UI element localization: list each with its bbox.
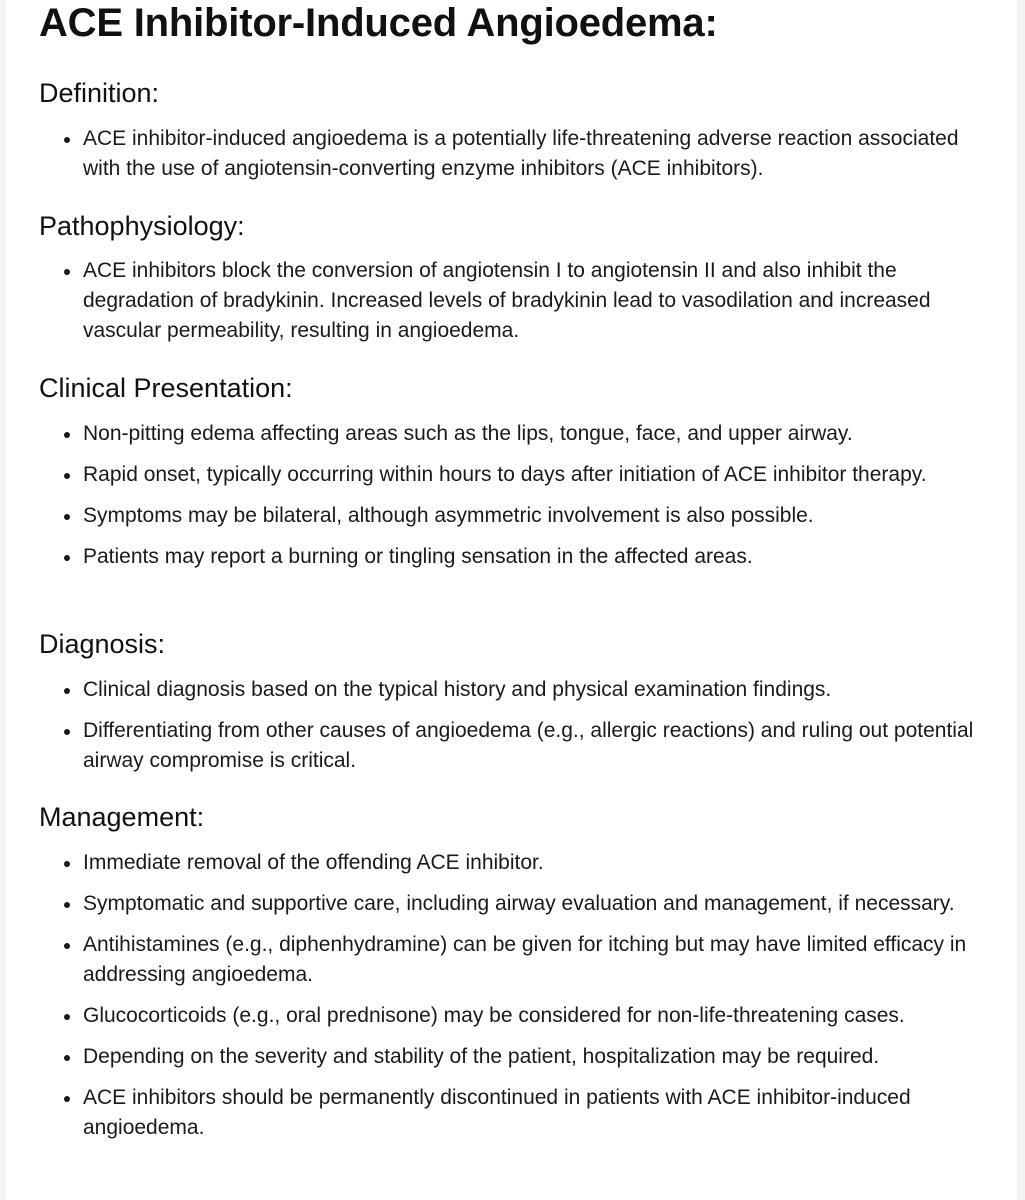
list-item: ACE inhibitor-induced angioedema is a potentially life-threatening adverse reaction associated with the use of angiotensin-converting enzyme inhibitors (ACE inhibitors). — [39, 124, 999, 184]
clinical-presentation-list — [39, 419, 999, 572]
section-heading-diagnosis: Diagnosis: — [39, 629, 166, 659]
list-item: Non-pitting edema affecting areas such as the lips, tongue, face, and upper airway. — [39, 419, 999, 449]
list-item: Symptomatic and supportive care, including airway evaluation and management, if necessary. — [39, 889, 999, 919]
list-item: ACE inhibitors block the conversion of angiotensin I to angiotensin II and also inhibit the degradation of bradykinin. Increased levels of bradykinin lead to vasodilation and increased vascular permeability, resulting in angioedema. — [39, 256, 999, 346]
list-item: Depending on the severity and stability of the patient, hospitalization may be required. — [39, 1042, 999, 1072]
section-heading-definition: Definition: — [39, 78, 160, 108]
page-title: ACE Inhibitor-Induced Angioedema: — [39, 1, 718, 45]
list-item: ACE inhibitors should be permanently discontinued in patients with ACE inhibitor-induced angioedema. — [39, 1083, 999, 1143]
list-item: Immediate removal of the offending ACE inhibitor. — [39, 848, 999, 878]
list-item: Differentiating from other causes of angioedema (e.g., allergic reactions) and ruling out potential airway compromise is critical. — [39, 716, 999, 776]
section-heading-pathophysiology: Pathophysiology: — [39, 211, 245, 241]
list-item: Patients may report a burning or tingling sensation in the affected areas. — [39, 542, 999, 572]
management-list — [39, 848, 999, 1143]
list-item: Glucocorticoids (e.g., oral prednisone) may be considered for non-life-threatening cases. — [39, 1001, 999, 1031]
list-item: Rapid onset, typically occurring within hours to days after initiation of ACE inhibitor therapy. — [39, 460, 999, 490]
list-item: Antihistamines (e.g., diphenhydramine) can be given for itching but may have limited efficacy in addressing angioedema. — [39, 930, 999, 990]
section-heading-management: Management: — [39, 802, 205, 832]
list-item: Symptoms may be bilateral, although asymmetric involvement is also possible. — [39, 501, 999, 531]
section-heading-clinical-presentation: Clinical Presentation: — [39, 373, 293, 403]
pathophysiology-list — [39, 256, 999, 346]
diagnosis-list — [39, 675, 999, 776]
definition-list — [39, 124, 999, 184]
list-item: Clinical diagnosis based on the typical history and physical examination findings. — [39, 675, 999, 705]
document-page — [6, 0, 1017, 1200]
